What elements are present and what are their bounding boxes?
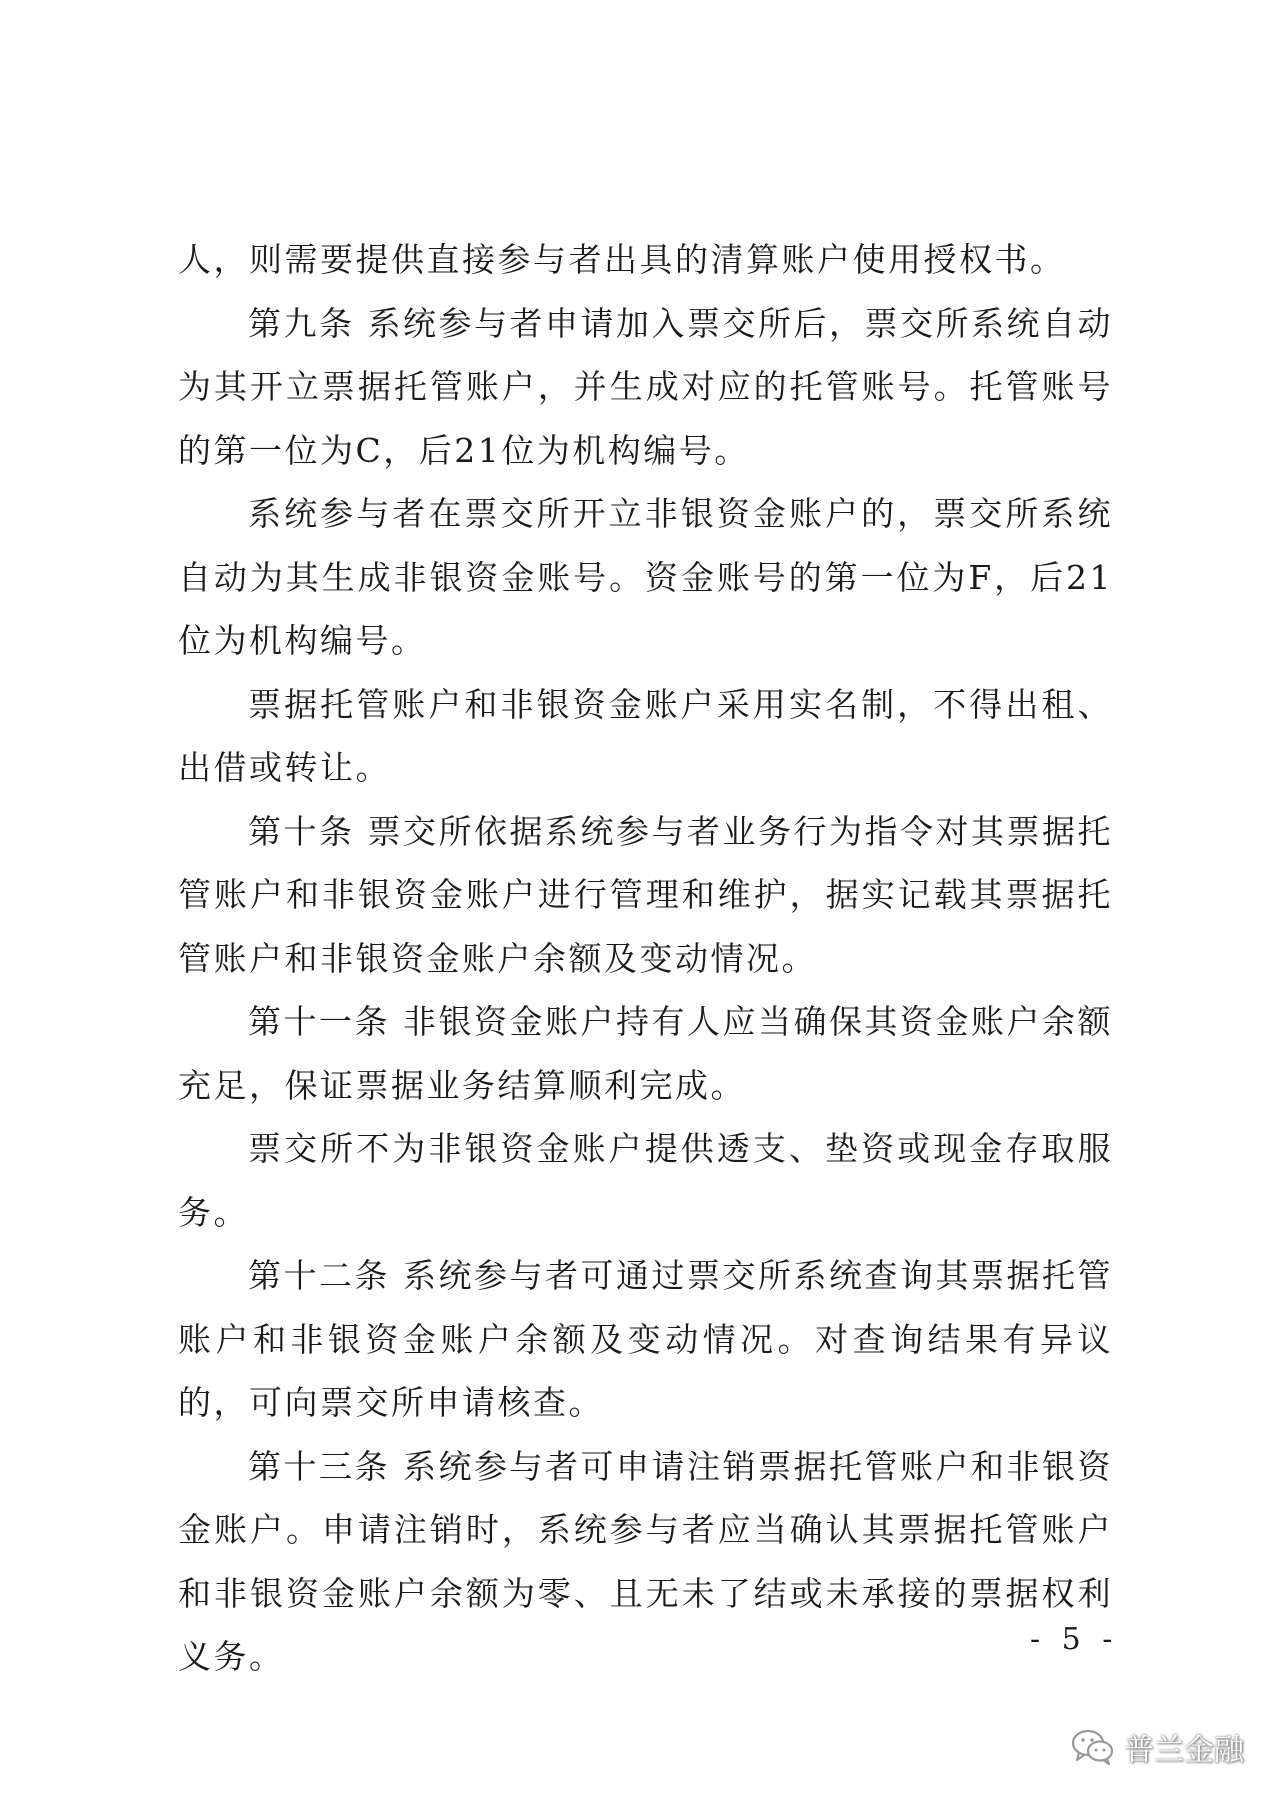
article-11: 第十一条 非银资金账户持有人应当确保其资金账户余额充足，保证票据业务结算顺利完成。	[178, 1002, 1113, 1105]
paragraph-continuation: 人，则需要提供直接参与者出具的清算账户使用授权书。	[178, 240, 1066, 279]
article-9: 第九条 系统参与者申请加入票交所后，票交所系统自动为其开立票据托管账户，并生成对应的托管账号。托管账号的第一位为C，后21位为机构编号。	[178, 303, 1113, 470]
article-13: 第十三条 系统参与者可申请注销票据托管账户和非银资金账户。申请注销时，系统参与者应当确认其票据托管账户和非银资金账户余额为零、且无未了结或未承接的票据权利义务。	[178, 1446, 1113, 1676]
wechat-icon	[1070, 1727, 1116, 1767]
document-body	[178, 228, 1113, 1689]
watermark-text: 普兰金融	[1124, 1733, 1244, 1768]
page-number: - 5 -	[1030, 1622, 1119, 1657]
article-10: 第十条 票交所依据系统参与者业务行为指令对其票据托管账户和非银资金账户进行管理和维护，据实记载其票据托管账户和非银资金账户余额及变动情况。	[178, 811, 1113, 978]
article-12: 第十二条 系统参与者可通过票交所系统查询其票据托管账户和非银资金账户余额及变动情况。对查询结果有异议的，可向票交所申请核查。	[178, 1256, 1113, 1422]
article-11-paragraph-2: 票交所不为非银资金账户提供透支、垫资或现金存取服务。	[178, 1129, 1113, 1232]
article-9-paragraph-2: 系统参与者在票交所开立非银资金账户的，票交所系统自动为其生成非银资金账号。资金账号的第一位为F，后21位为机构编号。	[178, 494, 1113, 660]
watermark	[1070, 1725, 1244, 1769]
article-9-paragraph-3: 票据托管账户和非银资金账户采用实名制，不得出租、出借或转让。	[178, 684, 1113, 787]
